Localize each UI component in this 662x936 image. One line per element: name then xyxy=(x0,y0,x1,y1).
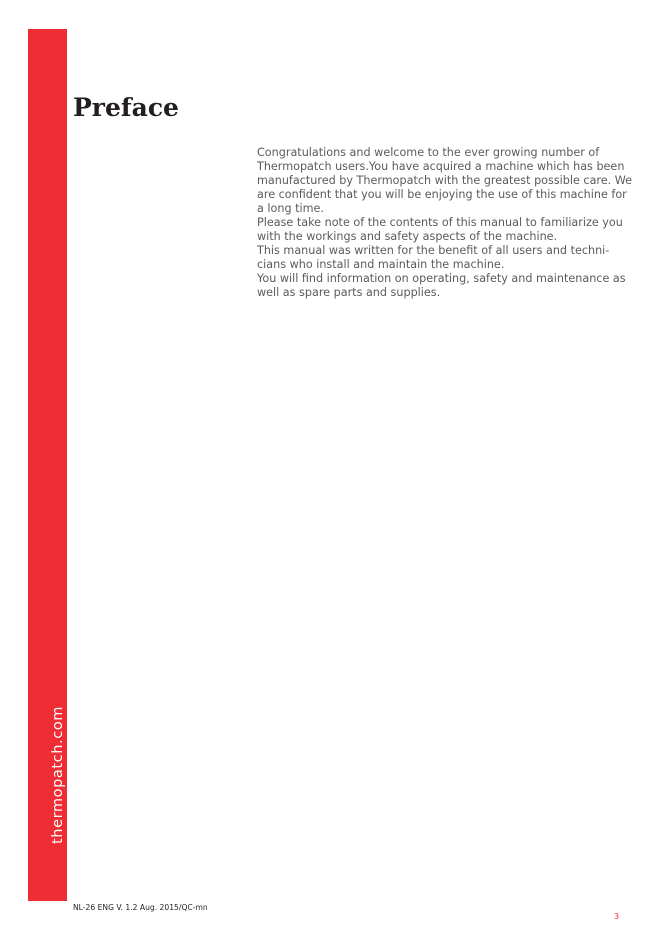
page-number: 3 xyxy=(614,912,620,921)
paragraph-audience: This manual was written for the benefit of all users and techni-cians who install and maintain the machine. xyxy=(257,244,610,271)
paragraph-contents: Please take note of the contents of this manual to familiarize you with the workings and safety aspects of the machine. xyxy=(257,216,623,243)
footer-doc-ref: NL-26 ENG V. 1.2 Aug. 2015/QC-mn xyxy=(73,903,208,912)
preface-body xyxy=(257,146,635,300)
paragraph-welcome: Congratulations and welcome to the ever growing number of Thermopatch users.You have acquired a machine which has been manufactured by Thermopatch with the greatest possible care. We are confident that you will be enjoying the use of this machine for a long time. xyxy=(257,146,633,215)
paragraph-information: You will find information on operating, safety and maintenance as well as spare parts and supplies. xyxy=(257,272,626,299)
page-title: Preface xyxy=(73,93,179,122)
sidebar-website: thermopatch.com xyxy=(50,705,66,844)
